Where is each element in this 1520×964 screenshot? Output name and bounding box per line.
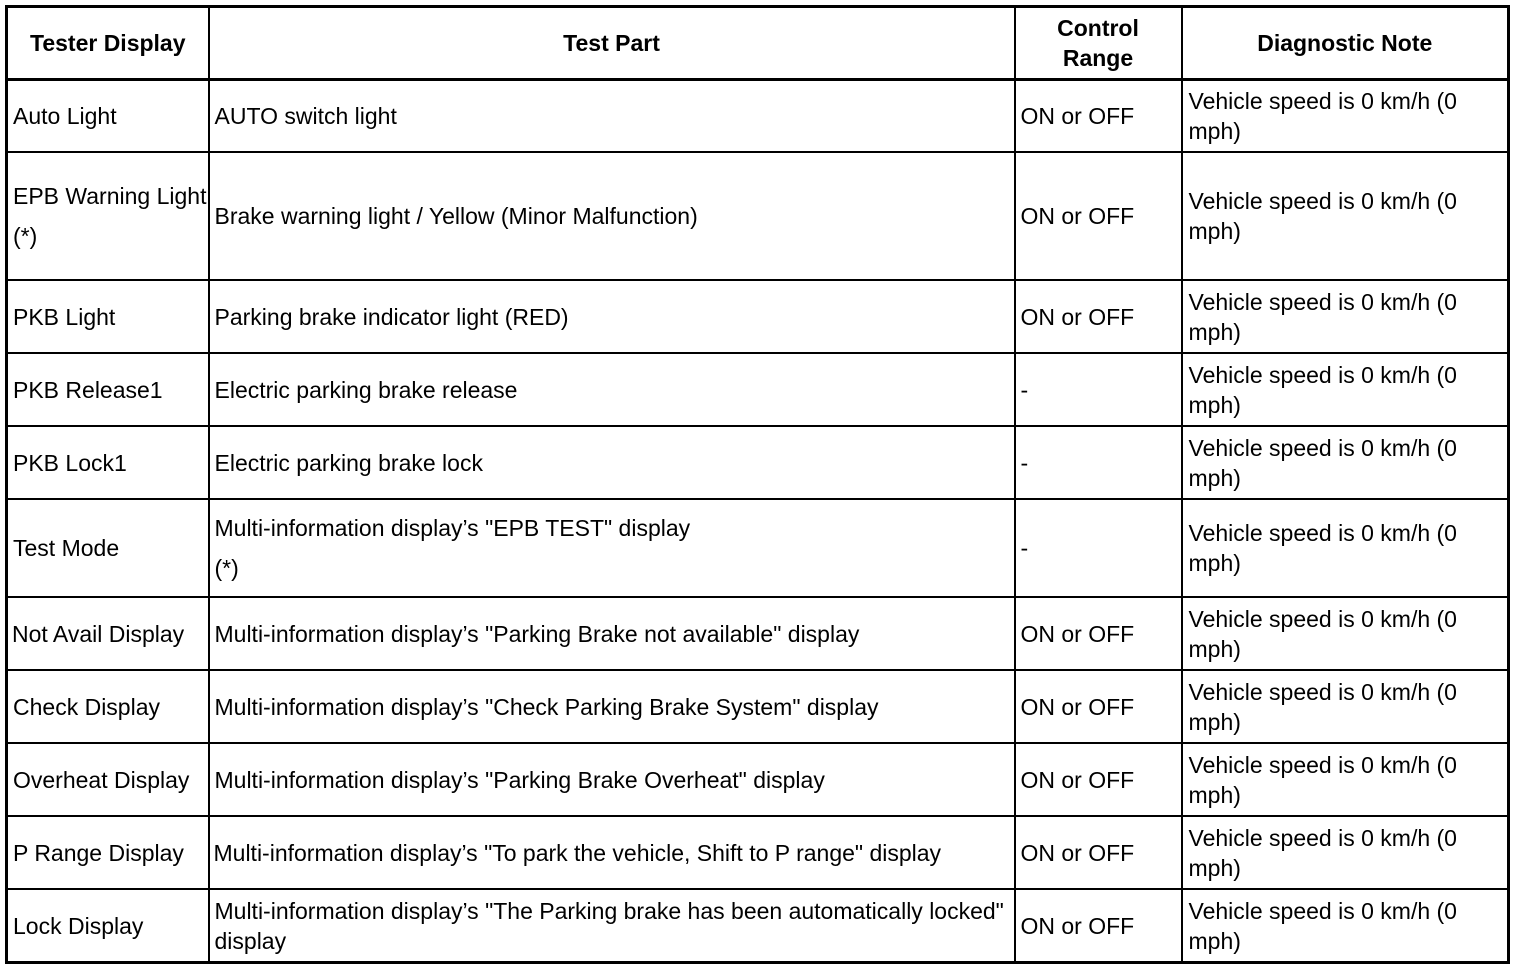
cell-control-range: ON or OFF [1015, 152, 1182, 280]
cell-diagnostic-note: Vehicle speed is 0 km/h (0 mph) [1182, 597, 1509, 670]
active-test-table-container [5, 5, 1510, 964]
cell-diagnostic-note: Vehicle speed is 0 km/h (0 mph) [1182, 80, 1509, 153]
table-row [7, 597, 1509, 670]
cell-tester-display: Not Avail Display [7, 597, 209, 670]
footnote-marker: (*) [214, 555, 239, 581]
cell-test-part: Parking brake indicator light (RED) [209, 280, 1015, 353]
cell-tester-display: PKB Lock1 [7, 426, 209, 499]
table-row [7, 280, 1509, 353]
cell-tester-display: Overheat Display [7, 743, 209, 816]
cell-control-range: ON or OFF [1015, 80, 1182, 153]
cell-control-range: ON or OFF [1015, 816, 1182, 889]
cell-test-part: Electric parking brake release [209, 353, 1015, 426]
footnote-marker: (*) [13, 223, 38, 249]
table-row [7, 816, 1509, 889]
cell-diagnostic-note: Vehicle speed is 0 km/h (0 mph) [1182, 353, 1509, 426]
cell-test-part: Multi-information display’s "Parking Brake Overheat" display [209, 743, 1015, 816]
cell-control-range: ON or OFF [1015, 670, 1182, 743]
tester-display-text: EPB Warning Light [13, 183, 207, 209]
cell-test-part: Multi-information display’s "To park the vehicle, Shift to P range" display [209, 816, 1015, 889]
cell-test-part: Multi-information display’s "Parking Brake not available" display [209, 597, 1015, 670]
table-row [7, 889, 1509, 963]
cell-control-range: ON or OFF [1015, 889, 1182, 963]
cell-tester-display [7, 152, 209, 280]
cell-tester-display: Check Display [7, 670, 209, 743]
cell-diagnostic-note: Vehicle speed is 0 km/h (0 mph) [1182, 816, 1509, 889]
cell-tester-display: Auto Light [7, 80, 209, 153]
table-row [7, 152, 1509, 280]
cell-control-range: ON or OFF [1015, 280, 1182, 353]
cell-control-range: - [1015, 353, 1182, 426]
cell-control-range: ON or OFF [1015, 743, 1182, 816]
header-test-part: Test Part [209, 7, 1015, 80]
test-part-text: Multi-information display’s "EPB TEST" display [214, 515, 691, 541]
table-row [7, 426, 1509, 499]
table-row [7, 353, 1509, 426]
table-row [7, 670, 1509, 743]
header-diagnostic-note: Diagnostic Note [1182, 7, 1509, 80]
table-row [7, 80, 1509, 153]
cell-diagnostic-note: Vehicle speed is 0 km/h (0 mph) [1182, 743, 1509, 816]
cell-diagnostic-note: Vehicle speed is 0 km/h (0 mph) [1182, 152, 1509, 280]
cell-tester-display: P Range Display [7, 816, 209, 889]
header-tester-display: Tester Display [7, 7, 209, 80]
active-test-table [5, 5, 1510, 964]
cell-test-part: Electric parking brake lock [209, 426, 1015, 499]
cell-tester-display: Test Mode [7, 499, 209, 597]
table-row [7, 743, 1509, 816]
table-row [7, 499, 1509, 597]
cell-tester-display: PKB Release1 [7, 353, 209, 426]
cell-diagnostic-note: Vehicle speed is 0 km/h (0 mph) [1182, 670, 1509, 743]
cell-test-part: Brake warning light / Yellow (Minor Malfunction) [209, 152, 1015, 280]
header-row [7, 7, 1509, 80]
cell-control-range: - [1015, 426, 1182, 499]
cell-control-range: ON or OFF [1015, 597, 1182, 670]
cell-control-range: - [1015, 499, 1182, 597]
cell-diagnostic-note: Vehicle speed is 0 km/h (0 mph) [1182, 889, 1509, 963]
cell-diagnostic-note: Vehicle speed is 0 km/h (0 mph) [1182, 280, 1509, 353]
cell-test-part: Multi-information display’s "Check Parking Brake System" display [209, 670, 1015, 743]
cell-diagnostic-note: Vehicle speed is 0 km/h (0 mph) [1182, 499, 1509, 597]
header-control-range: Control Range [1015, 7, 1182, 80]
cell-tester-display: PKB Light [7, 280, 209, 353]
cell-diagnostic-note: Vehicle speed is 0 km/h (0 mph) [1182, 426, 1509, 499]
cell-tester-display: Lock Display [7, 889, 209, 963]
cell-test-part: Multi-information display’s "The Parking brake has been automatically locked" display [209, 889, 1015, 963]
cell-test-part: AUTO switch light [209, 80, 1015, 153]
cell-test-part [209, 499, 1015, 597]
